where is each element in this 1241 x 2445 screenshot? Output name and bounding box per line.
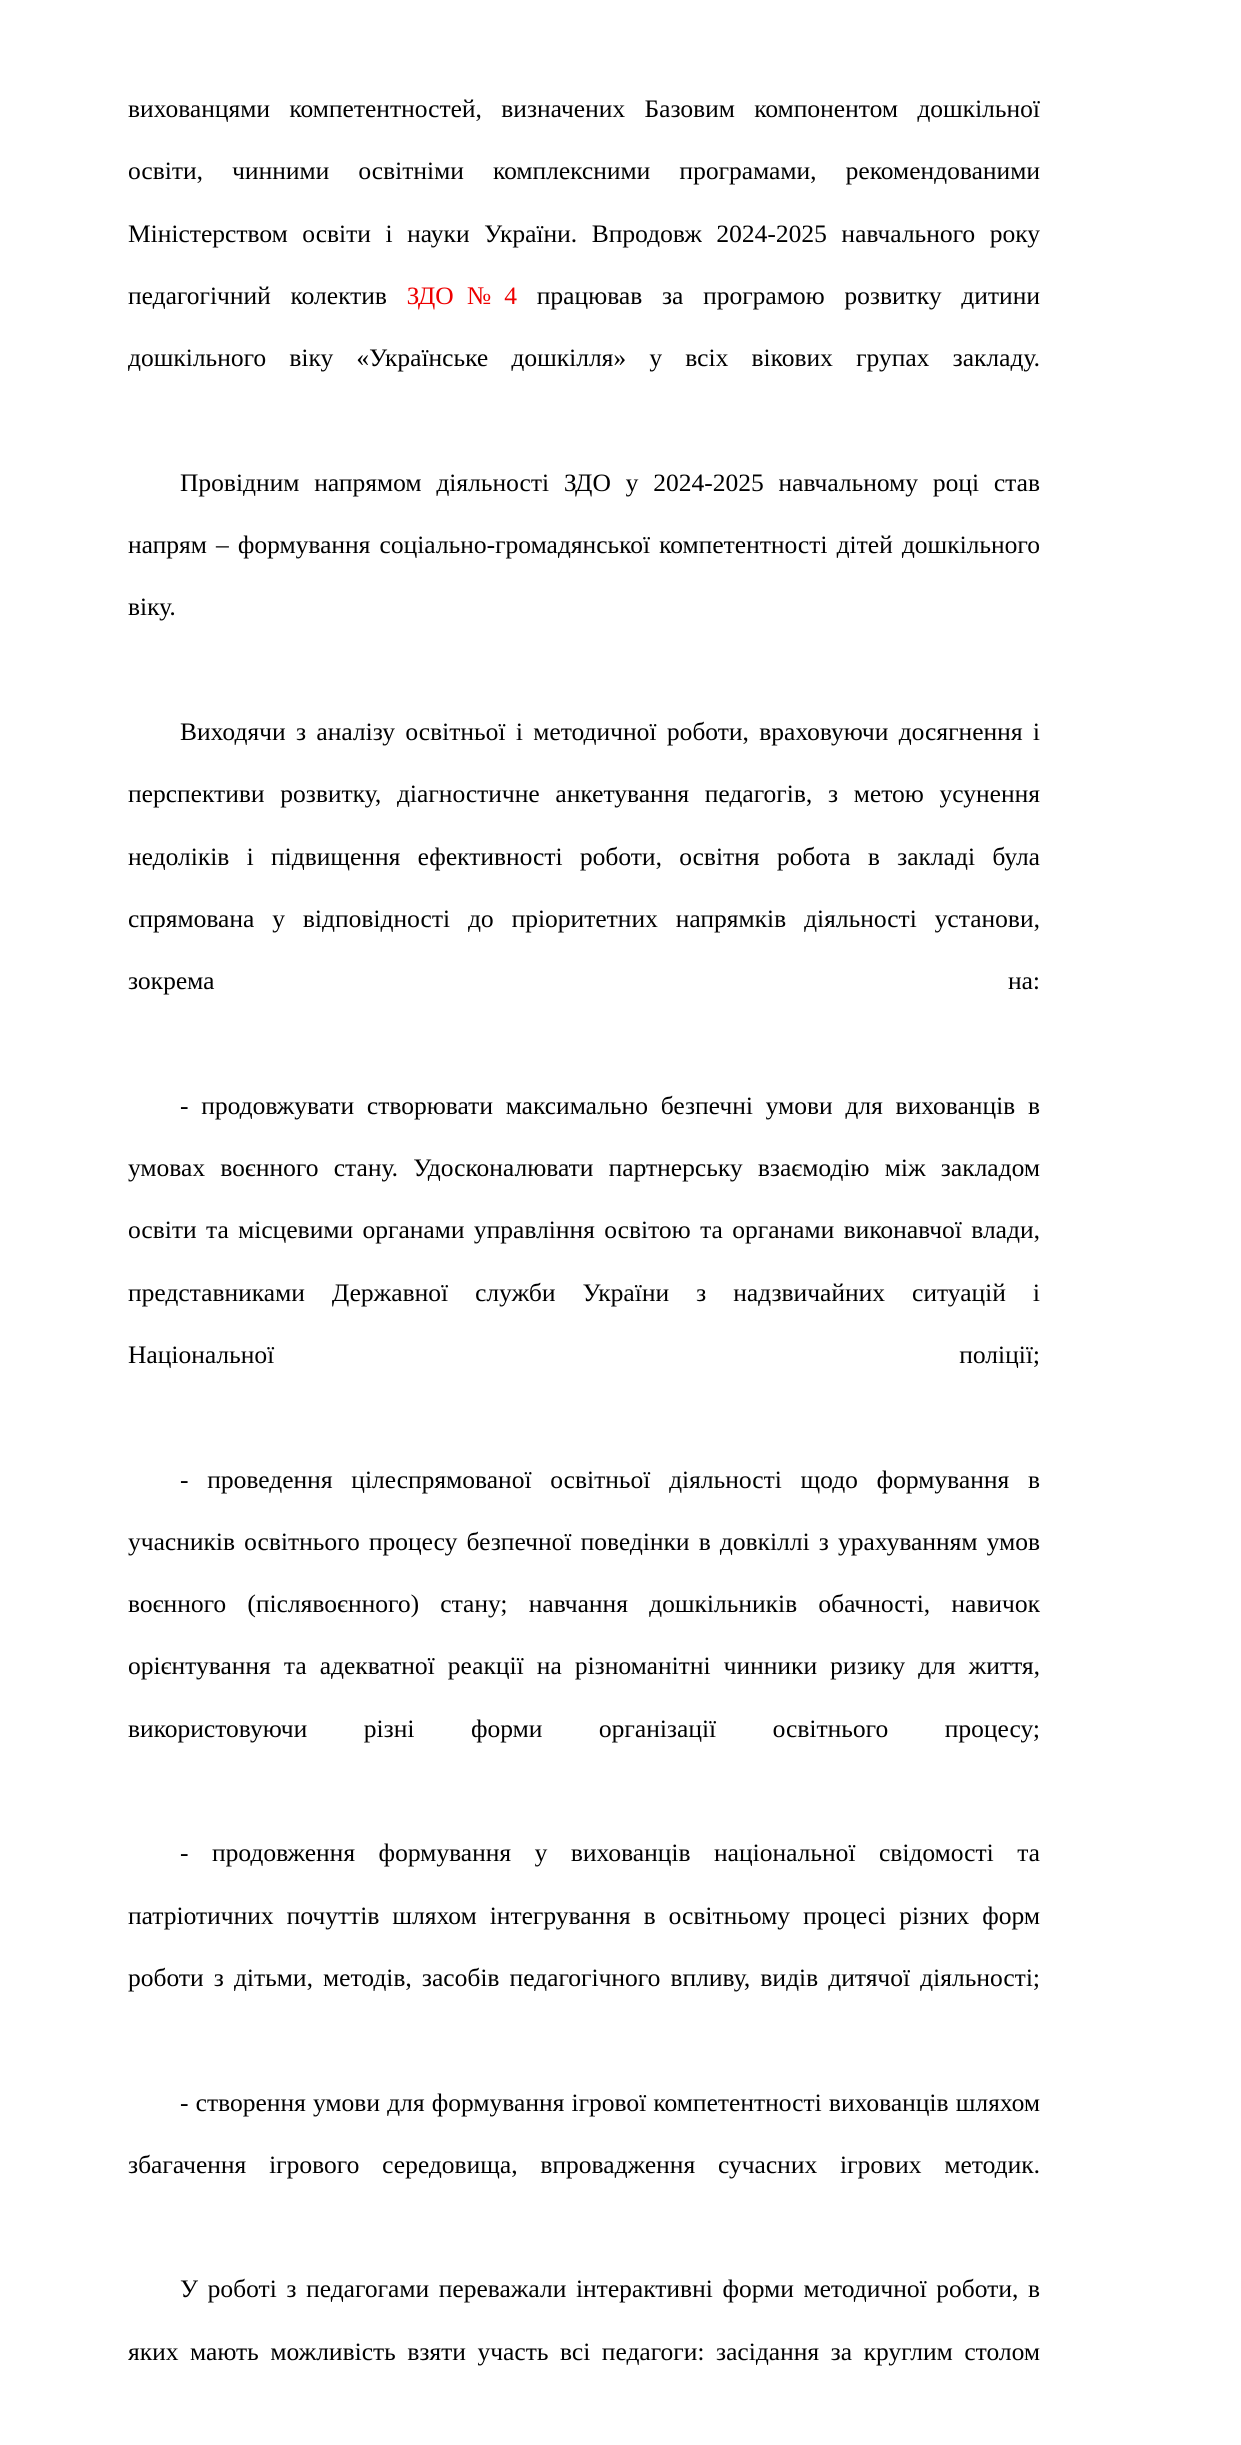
highlighted-text: ЗДО№4 [406,280,518,310]
paragraph-text: У роботі з педагогами переважали інтерактивні форми методичної роботи, в яких мають можливість взяти участь всі педагоги: засідання за круглим столом [128,2274,1040,2366]
document-text-column [128,78,1040,2445]
paragraph-text: Виходячи з аналізу освітньої і методичної роботи, враховуючи досягнення і перспективи розвитку, діагностичне анкетування педагогів, з метою усунення недоліків і підвищення ефективності роботи, освітня робота в закладі була спрямована у відповідності до пріоритетних напрямків діяльності установи, зокрема на: [128,716,1040,996]
paragraph-text: - створення умови для формування ігрової компетентності вихованців шляхом збагачення ігрового середовища, впровадження сучасних ігрових методик. [128,2087,1040,2179]
paragraph [128,1075,1040,1449]
paragraph [128,2258,1040,2445]
paragraph-text: працював за програмою розвитку дитини дошкільного віку «Українське дошкілля» у всіх вікових групах закладу. [128,280,1040,373]
paragraph-text: - продовжувати створювати максимально безпечні умови для вихованців в умовах воєнного стану. Удосконалювати партнерську взаємодію між закладом освіти та місцевими органами управління освітою та органами виконавчої влади, представниками Державної служби України з надзвичайних ситуацій і Національної поліції; [128,1090,1040,1369]
paragraph [128,1449,1040,1823]
paragraph-text: - продовження формування у вихованців національної свідомості та патріотичних почуттів шляхом інтегрування в освітньому процесі різних форм роботи з дітьми, методів, засобів педагогічного впливу, видів дитячої діяльності; [128,1838,1040,1992]
paragraph-text: вихованцями компетентностей, визначених Базовим компонентом дошкільної освіти, чинними освітніми комплексними програмами, рекомендованими Міністерством освіти і науки України. Впродовж 2024-2025 навчального року педагогічний колектив [128,94,1040,310]
paragraph [128,1822,1040,2071]
paragraph [128,701,1040,1075]
paragraph-text: Провідним напрямом діяльності ЗДО у 2024-2025 навчальному році став напрям – формування соціально-громадянської компетентності дітей дошкільного віку. [128,467,1040,622]
paragraph-text: - проведення цілеспрямованої освітньої діяльності щодо формування в учасників освітнього процесу безпечної поведінки в довкіллі з урахуванням умов воєнного (післявоєнного) стану; навчання дошкільників обачності, навичок орієнтування та адекватної реакції на різноманітні чинники ризику для життя, використовуючи різні форми організації освітнього процесу; [128,1464,1040,1743]
paragraph [128,452,1040,701]
paragraph [128,78,1040,452]
paragraph [128,2072,1040,2259]
